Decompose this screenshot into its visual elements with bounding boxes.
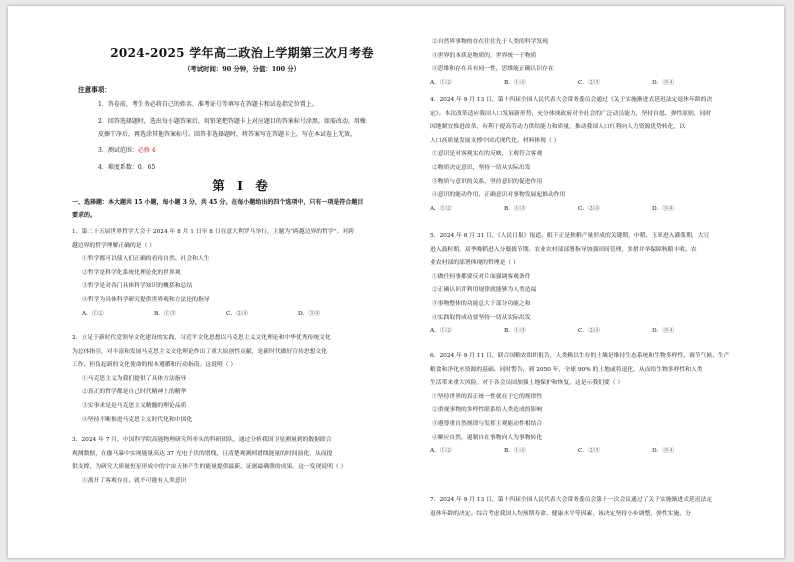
section-line-2: 要求的。: [72, 212, 97, 219]
q4-answer-b: B．①③: [504, 205, 526, 212]
note-2: 2．回答选择题时，选出每小题答案后，用铅笔把答题卡上对应题目的答案标号涂黑。如需改动，用橡: [98, 117, 366, 125]
notes-heading: 注意事项：: [78, 86, 111, 94]
q6-option-4: ④顺应自然，遏制自在事物向人为事物转化: [432, 434, 543, 441]
q4-option-2: ②物质决定意识，坚持一切从实际出发: [432, 164, 531, 171]
q2-option-1: ①马克思主义为我们提供了具体方法指导: [82, 375, 187, 382]
q6-option-2: ②重视事物的多样性联系给人类造成的影响: [432, 407, 543, 414]
document-page: [8, 6, 784, 558]
q2-stem-3: 工作、担负起新的文化使命的根本遵循和行动指南。这说明（ ）: [72, 362, 237, 369]
q6-stem-2: 粮食和净化水资源的基础。同时警告，到 2050 年，全球 90% 的土地或将退化，从而给生物多样性和人类: [430, 366, 703, 373]
q3-option-1: ①离开了客观存在，就不可能有人类意识: [82, 477, 187, 484]
q4-stem-3: 因地制宜推进改革，有利于提高劳动力供给能力和质量，推动我国人口红利向人力资源优势转化，以: [430, 124, 686, 131]
question-6: [430, 350, 774, 459]
q4-answer-c: C．②④: [578, 205, 600, 212]
q2-stem-2: 为总体指引，对丰富和发展马克思主义文化理论作出了重大原创性贡献，是新时代做好宣传思想文化: [72, 348, 328, 355]
right-column: [430, 6, 774, 558]
q3-answer-c: C．②③: [578, 79, 600, 86]
q4-option-4: ④意识的能动作用，正确意识对事物发展起推动作用: [432, 192, 566, 199]
question-7: [430, 494, 774, 521]
q2-option-3: ③实事求是是马克思主义精髓的理论品质: [82, 402, 187, 409]
q3-answer-b: B．①④: [504, 79, 526, 86]
q1-stem-2: 越边界的哲学理解正确的是（ ）: [72, 242, 155, 249]
q5-answers: [430, 325, 774, 339]
q5-stem-3: 业农村部的部署体现的哲理是（ ）: [430, 260, 519, 267]
q3-stem-3: 供支撑，为研究大质量恒星形成中的宇宙天体产生的能量提供最新、证据最确凿的成果。这一发现说明（ ）: [72, 464, 347, 471]
q4-stem-4: 人口高质量发展支撑中国式现代化。材料体现（ ）: [430, 137, 560, 144]
q5-answer-c: C．②④: [578, 328, 600, 335]
q7-stem-1: 7．2024 年 9 月 13 日，第十四届全国人民代表大会常务委员会第十一次会议通过了关于实施渐进式延迟法定: [430, 497, 713, 503]
question-2: [72, 332, 412, 427]
q3-stem-1: 3．2024 年 7 月，中国科学院高能物理研究所牵头的科研团队，通过分析我国卫星测量到的数据联合: [72, 437, 332, 443]
q5-answer-b: B．①③: [504, 328, 526, 335]
exam-subtitle: （考试时间：90 分钟，分值：100 分）: [183, 65, 301, 73]
section-heading: [72, 196, 410, 222]
q6-answer-b: B．①④: [504, 448, 526, 455]
q5-option-3: ③事物整体的功能总大于部分功能之和: [432, 300, 531, 307]
q6-option-1: ①坚持世界的真正统一性就在于它的规律性: [432, 393, 543, 400]
question-5: [430, 230, 774, 339]
q2-stem-1: 2．立足于新时代党领导文化建设的实践，习近平文化思想以马克思主义文化理论和中华优秀传统文化: [72, 335, 331, 341]
q6-stem-3: 生活带来重大风险。对于各会员国加强土地保护和恢复，这是示我们要（ ）: [430, 380, 624, 387]
q1-stem-1: 1．第二十五届世界哲学大会于 2024 年 8 月 1 日至 8 日在意大利罗马举行，主题为“跨越边界的哲学”。对跨: [72, 229, 355, 235]
q4-stem-1: 4．2024 年 9 月 13 日，第十四届全国人民代表大会常务委员会通过《关于实施渐进式延迟法定退休年龄的决: [430, 97, 713, 103]
q1-option-1: ①哲学都可以使人们正确的看待自然、社会和人生: [82, 256, 210, 263]
q1-answers: [72, 308, 412, 322]
q1-answer-b: B．①③: [154, 310, 176, 317]
q3-option-2: ②自然界事物的存在往往先于人类的科学发现: [432, 39, 548, 45]
q1-option-2: ②哲学是科学化系统化理论化的世界观: [82, 269, 181, 276]
scope-highlight: 必修 4: [137, 147, 156, 154]
q2-option-2: ②真正的哲学都是自己时代精神上的精华: [82, 389, 187, 396]
q3-option-4: ④思维和存在具有同一性，思维能正确认识存在: [432, 66, 554, 73]
q6-stem-1: 6．2024 年 9 月 11 日，联合国粮农组织报告，人类赖以生存的土壤是维持生态系统和生物多样性、调节气候、生产: [430, 353, 730, 359]
q6-answer-c: C．②③: [578, 448, 600, 455]
volume-title: 第 Ⅰ 卷: [212, 178, 272, 193]
question-4: [430, 94, 774, 216]
q3-stem-2: 观测数据，在伽马暴中实现能量高达 37 光电子伏的谱线，且清楚观测到谱线能量的时间演化，从而提: [72, 450, 333, 457]
q4-answers: [430, 203, 774, 217]
q3-answer-d: D．③④: [652, 79, 675, 86]
question-3: [72, 434, 412, 488]
q3-answer-a: A．①②: [430, 79, 452, 86]
q3-answers: [430, 77, 774, 91]
q5-answer-a: A．①②: [430, 328, 452, 335]
q5-option-1: ①做任何事都要反对片面强调客观条件: [432, 273, 531, 280]
q4-stem-2: 定》。本次改革适应我国人口发展新形势，充分体现政府对全社会的广泛动员能力，坚持自愿、弹性原则，同时: [430, 110, 712, 117]
q7-stem-2: 退休年龄的决定。综合考虑我国人均预期寿命、健康水平等因素，该决定坚持小步调整、弹性实施、分: [430, 510, 691, 517]
note-3-label: 3．测试范围：: [98, 147, 138, 154]
q1-answer-c: C．②④: [226, 310, 248, 317]
q4-answer-a: A．①②: [430, 205, 452, 212]
note-1: 1．答卷前，考生务必将自己的姓名、准考证号等填写在答题卡和试卷指定位置上。: [98, 101, 318, 108]
q1-answer-a: A．①②: [82, 310, 104, 317]
q3-option-3: ③世界的本质是物质的，世界统一于物质: [432, 52, 537, 59]
q5-stem-2: 进入鼓粒期，双季晚稻进入分蘖拔节期。农业农村部部署指导加强田间管理，多措并举保障秋粮丰收。农: [430, 246, 697, 253]
q6-answer-d: D．③④: [652, 448, 675, 455]
section-line-1: 一、选择题：本大题共 15 小题，每小题 3 分，共 45 分。在每小题给出的四个选项中，只有一项是符合题目: [72, 199, 364, 206]
question-3-continued: [430, 36, 774, 90]
q4-answer-d: D．③④: [652, 205, 675, 212]
left-column: [72, 6, 412, 558]
q1-answer-d: D．③④: [298, 310, 321, 317]
note-2-cont: 皮擦干净后，再选涂其他答案标号。回答非选择题时，将答案写在答题卡上。写在本试卷上无效。: [98, 130, 357, 138]
q5-option-4: ④实践取得成功要坚持一切从实际出发: [432, 314, 531, 321]
note-3: [98, 144, 408, 157]
q2-option-4: ④坚持不断推进马克思主义时代化和中国化: [82, 416, 193, 423]
exam-title: 2024-2025 学年高二政治上学期第三次月考卷: [110, 46, 374, 60]
q1-option-3: ③哲学是对各门具体科学知识的概括和总结: [82, 283, 193, 290]
q4-option-3: ③物质与意识的关系，坚持意识的促进作用: [432, 178, 543, 185]
q6-option-3: ③遵尊重自然规律与发挥主观能动性相结合: [432, 420, 543, 427]
note-4: 4．难度系数：0．65: [98, 163, 156, 171]
q5-option-2: ②正确认识并利用规律就能够为人类造福: [432, 287, 537, 294]
q4-option-1: ①意识是对客观实在的反映，主观符合客观: [432, 151, 543, 158]
q1-option-4: ④哲学为具体科学研究提供世界观和方法论的指导: [82, 296, 210, 303]
question-1: [72, 226, 412, 321]
q6-answers: [430, 445, 774, 459]
q6-answer-a: A．①②: [430, 448, 452, 455]
q5-stem-1: 5．2024 年 8 月 31 日，《人民日报》报道，眼下正是秋粮产量形成的关键期，中稻、玉米进入灌浆期，大豆: [430, 233, 710, 239]
notes-list: [98, 98, 408, 177]
q5-answer-d: D．③④: [652, 328, 675, 335]
